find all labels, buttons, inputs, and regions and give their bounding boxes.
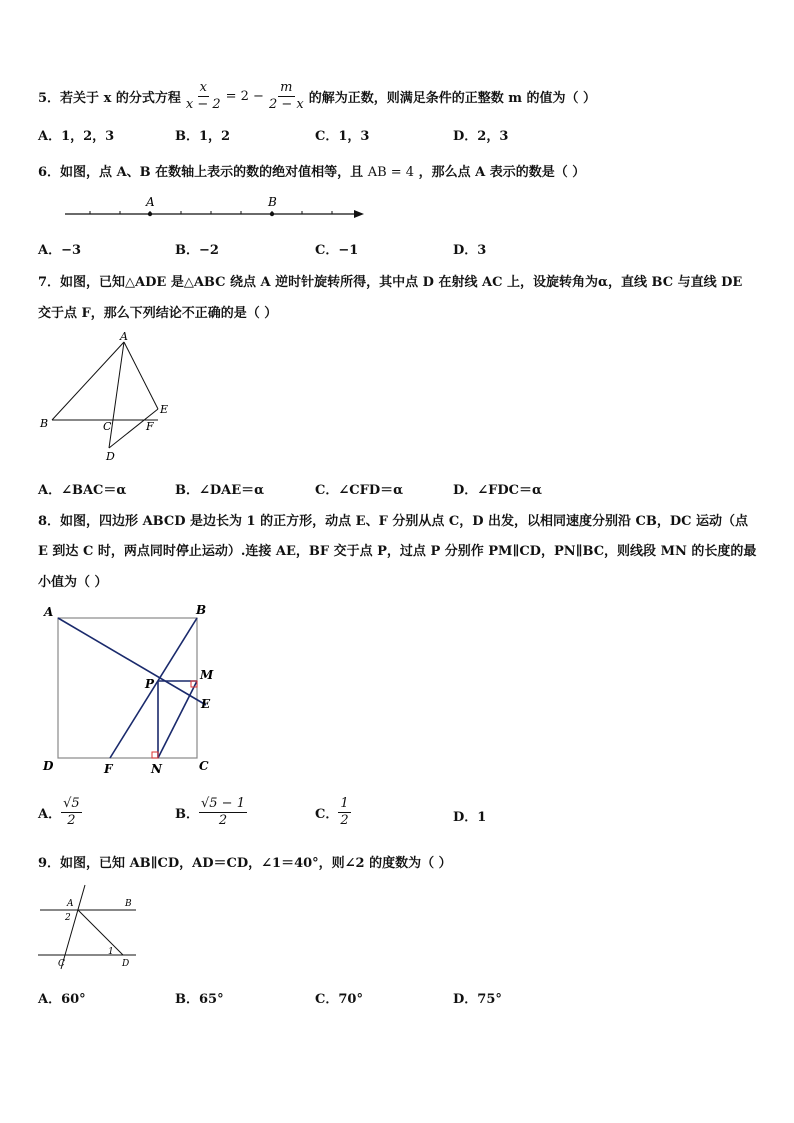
q5-option-d[interactable]: D．2，3 [453, 129, 509, 144]
q7-option-b[interactable]: B．∠DAE＝α [175, 483, 265, 498]
q6-option-b[interactable]: B．−2 [175, 243, 219, 258]
q5-suffix: 的解为正数，则满足条件的正整数 m 的值为（ ） [308, 91, 597, 106]
angle-2-label: 2 [65, 913, 71, 923]
label-a: A [120, 330, 128, 343]
q6-text-math: AB = 4 [367, 165, 415, 180]
q6-option-c[interactable]: C．−1 [315, 243, 359, 258]
q8-stem-line1: 8．如图，四边形 ABCD 是边长为 1 的正方形，动点 E、F 分别从点 C，D 出发，以相同速度分别沿 CB，DC 运动（点 [38, 514, 748, 529]
point-a-label: A [146, 195, 155, 209]
q5-prefix: 5．若关于 x 的分式方程 [38, 91, 181, 106]
q6-stem [38, 161, 585, 180]
q8-option-c[interactable] [315, 796, 351, 829]
q5-rhs-fraction [267, 80, 306, 113]
q8-option-b-den: 2 [218, 813, 228, 828]
q5-eq-mid: = 2 − [225, 89, 264, 104]
q5-lhs-fraction [184, 80, 223, 113]
q8-square-figure [36, 600, 226, 780]
label-n: N [151, 762, 162, 776]
number-line-arrow-icon [354, 210, 364, 218]
q9-option-b[interactable]: B．65° [175, 992, 224, 1007]
q7-option-a[interactable]: A．∠BAC＝α [38, 483, 127, 498]
q8-option-c-num: 1 [340, 796, 349, 811]
q6-text-a: 6．如图，点 A、B 在数轴上表示的数的绝对值相等，且 [38, 165, 364, 180]
q5-lhs-num: x [199, 80, 207, 95]
q8-option-a-prefix: A． [38, 807, 62, 822]
q9-parallel-lines-figure [36, 882, 146, 972]
label-c: C [199, 759, 209, 773]
segment-mn [158, 681, 197, 758]
label-d: D [122, 959, 130, 969]
label-d: D [43, 759, 54, 773]
q7-option-d[interactable]: D．∠FDC＝α [453, 483, 543, 498]
q8-option-d[interactable]: D．1 [453, 810, 487, 825]
q5-stem [38, 80, 596, 113]
label-a: A [44, 605, 54, 619]
point-b [270, 212, 274, 216]
q8-option-b-num: √5 − 1 [201, 796, 245, 811]
label-f: F [146, 420, 154, 433]
q8-option-b-fraction [199, 796, 247, 829]
q5-option-c[interactable]: C．1，3 [315, 129, 370, 144]
label-a: A [67, 899, 74, 909]
q8-option-b[interactable] [175, 796, 247, 829]
q7-triangle-figure [36, 330, 176, 465]
q8-option-b-prefix: B． [175, 807, 199, 822]
q5-lhs-den: x − 2 [185, 97, 221, 112]
q7-stem-line2: 交于点 F，那么下列结论不正确的是（ ） [38, 306, 278, 321]
q5-rhs-den: 2 − x [268, 97, 304, 112]
q9-option-d[interactable]: D．75° [453, 992, 502, 1007]
label-e: E [160, 403, 169, 416]
q5-rhs-num: m [280, 80, 293, 95]
transversal-ac [61, 885, 85, 969]
label-e: E [201, 697, 211, 711]
q8-option-a-fraction [61, 796, 82, 829]
q8-stem-line2: E 到达 C 时，两点同时停止运动）.连接 AE，BF 交于点 P，过点 P 分别作 PM∥CD，PN∥BC，则线段 MN 的长度的最 [38, 544, 757, 559]
q6-text-b: ，那么点 A 表示的数是（ ） [418, 165, 586, 180]
q8-stem-line3: 小值为（ ） [38, 575, 108, 590]
q8-option-a-num: √5 [63, 796, 80, 811]
point-b-label: B [268, 195, 277, 209]
q7-stem-line1: 7．如图，已知△ADE 是△ABC 绕点 A 逆时针旋转所得，其中点 D 在射线 AC 上，设旋转角为α，直线 BC 与直线 DE [38, 275, 743, 290]
angle-1-label: 1 [108, 947, 114, 957]
q6-option-d[interactable]: D．3 [453, 243, 487, 258]
label-d: D [106, 450, 115, 463]
label-c: C [58, 959, 65, 969]
label-f: F [104, 762, 113, 776]
segment-ae [58, 618, 206, 705]
q9-stem: 9．如图，已知 AB∥CD，AD＝CD，∠1＝40°，则∠2 的度数为（ ） [38, 856, 452, 871]
q8-option-a-den: 2 [67, 813, 76, 828]
label-c: C [103, 420, 112, 433]
q5-option-a[interactable]: A．1，2，3 [38, 129, 115, 144]
q6-option-a[interactable]: A．−3 [38, 243, 82, 258]
q8-option-c-fraction [338, 796, 350, 829]
q8-option-a[interactable] [38, 796, 82, 829]
segment-ad [78, 910, 123, 955]
q9-option-a[interactable]: A．60° [38, 992, 86, 1007]
segment-ab [52, 342, 124, 420]
q6-number-line-figure [60, 192, 370, 224]
label-m: M [200, 668, 214, 682]
point-a [148, 212, 152, 216]
q8-option-c-prefix: C． [315, 807, 339, 822]
right-angle-n-icon [152, 752, 158, 758]
q7-option-c[interactable]: C．∠CFD＝α [315, 483, 404, 498]
label-p: P [145, 677, 155, 691]
segment-ae [124, 342, 158, 409]
label-b: B [125, 899, 132, 909]
q8-option-c-den: 2 [340, 813, 349, 828]
q5-option-b[interactable]: B．1，2 [175, 129, 231, 144]
q9-option-c[interactable]: C．70° [315, 992, 363, 1007]
label-b: B [40, 417, 49, 430]
label-b: B [196, 603, 207, 617]
